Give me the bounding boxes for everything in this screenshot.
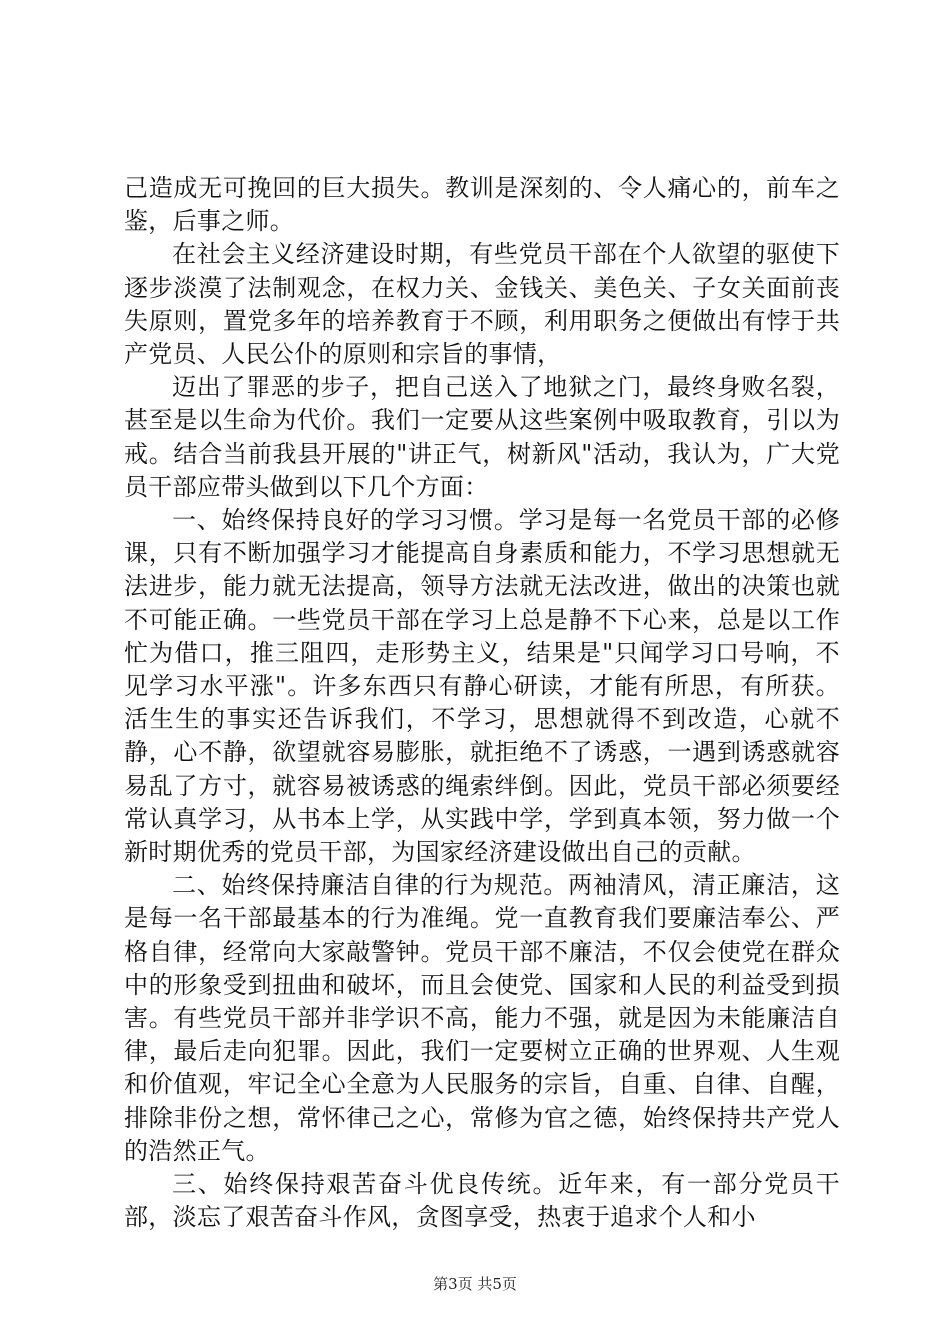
paragraph-1: 己造成无可挽回的巨大损失。教训是深刻的、令人痛心的，前车之鉴，后事之师。 xyxy=(124,174,840,236)
paragraph-4: 一、始终保持良好的学习习惯。学习是每一名党员干部的必修课，只有不断加强学习才能提高自身素质和能力，不学习思想就无法进步，能力就无法提高，领导方法就无法改进，做出的决策也就不可能正确。一些党员干部在学习上总是静不下心来，总是以工作忙为借口，推三阻四，走形势主义，结果是"只闻学习口号响，不见学习水平涨"。许多东西只有静心研读，才能有所思，有所获。活生生的事实还告诉我们，不学习，思想就得不到改造，心就不静，心不静，欲望就容易膨胀，就拒绝不了诱惑，一遇到诱惑就容易乱了方寸，就容易被诱惑的绳索绊倒。因此，党员干部必须要经常认真学习，从书本上学，从实践中学，学到真本领，努力做一个新时期优秀的党员干部，为国家经济建设做出自己的贡献。 xyxy=(124,506,840,867)
paragraph-6: 三、始终保持艰苦奋斗优良传统。近年来，有一部分党员干部，淡忘了艰苦奋斗作风，贪图享受，热衷于追求个人和小 xyxy=(124,1170,840,1232)
paragraph-5: 二、始终保持廉洁自律的行为规范。两袖清风，清正廉洁，这是每一名干部最基本的行为准绳。党一直教育我们要廉洁奉公、严格自律，经常向大家敲警钟。党员干部不廉洁，不仅会使党在群众中的形象受到扭曲和破坏，而且会使党、国家和人民的利益受到损害。有些党员干部并非学识不高，能力不强，就是因为未能廉洁自律，最后走向犯罪。因此，我们一定要树立正确的世界观、人生观和价值观，牢记全心全意为人民服务的宗旨，自重、自律、自醒，排除非份之想，常怀律己之心，常修为官之德，始终保持共产党人的浩然正气。 xyxy=(124,871,840,1165)
page-footer xyxy=(0,1274,950,1294)
page-number-label: 第3页 共5页 xyxy=(433,1275,517,1293)
paragraph-3: 迈出了罪恶的步子，把自己送入了地狱之门，最终身败名裂，甚至是以生命为代价。我们一定要从这些案例中吸取教育，引以为戒。结合当前我县开展的"讲正气，树新风"活动，我认为，广大党员干部应带头做到以下几个方面： xyxy=(124,373,840,501)
document-body xyxy=(124,172,840,1235)
paragraph-2: 在社会主义经济建设时期，有些党员干部在个人欲望的驱使下逐步淡漠了法制观念，在权力关、金钱关、美色关、子女关面前丧失原则，置党多年的培养教育于不顾，利用职务之便做出有悖于共产党员、人民公仆的原则和宗旨的事情， xyxy=(124,240,840,369)
